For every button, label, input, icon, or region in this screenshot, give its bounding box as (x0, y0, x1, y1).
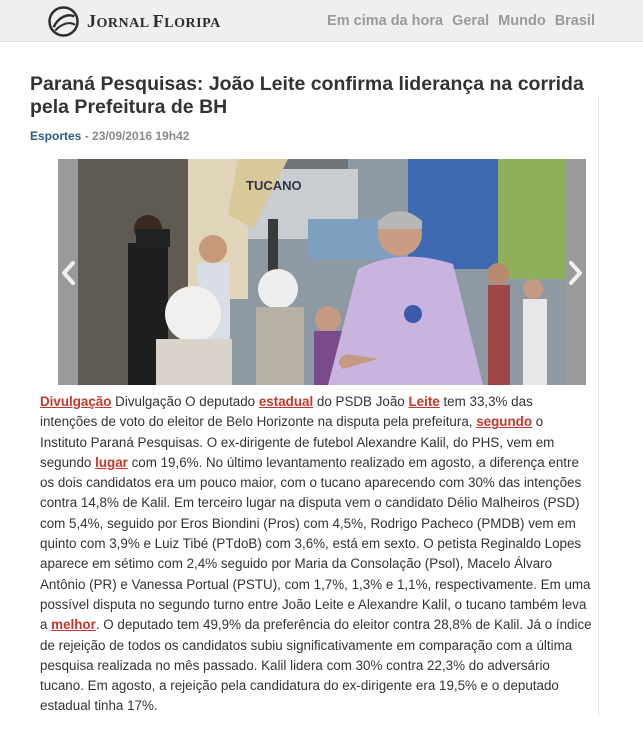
chevron-right-icon (562, 257, 586, 289)
logo-globe-icon (47, 5, 80, 38)
nav-mundo[interactable]: Mundo (498, 13, 546, 29)
body-text: tem 33,3% das intenções de voto do eleitor de Belo Horizonte na disputa pela prefeitura, (40, 394, 533, 430)
body-text: Divulgação O deputado (111, 394, 259, 409)
article-meta (30, 129, 189, 143)
keyword-link[interactable]: lugar (95, 454, 128, 470)
keyword-link[interactable]: melhor (51, 617, 96, 633)
keyword-link[interactable]: estadual (258, 394, 314, 409)
body-text: o Instituto Paraná Pesquisas. O ex-dirigente de futebol Alexandre Kalil, do PHS, vem em segundo (40, 414, 555, 470)
top-bar (0, 0, 643, 42)
article-title: Paraná Pesquisas: João Leite confirma liderança na corrida pela Prefeitura de BH (30, 73, 584, 118)
keyword-link[interactable]: Divulgação (40, 394, 112, 409)
article-photo (78, 159, 566, 385)
column-divider (598, 96, 599, 716)
nav-geral[interactable]: Geral (452, 13, 490, 29)
body-text: do PSDB João (313, 394, 409, 409)
banner-text: TUCANO (246, 178, 302, 193)
nav-brasil[interactable]: Brasil (554, 13, 595, 29)
keyword-link[interactable]: Leite (408, 394, 440, 409)
article-datetime: - 23/09/2016 19h42 (81, 129, 190, 143)
keyword-link[interactable]: segundo (476, 414, 533, 430)
section-link[interactable]: Esportes (30, 129, 82, 143)
article-body (40, 392, 592, 717)
site-logo[interactable] (47, 4, 221, 38)
main-nav (318, 13, 595, 29)
gallery-prev-button[interactable] (58, 257, 82, 289)
photo-gallery (58, 159, 586, 385)
chevron-left-icon (58, 257, 82, 289)
gallery-next-button[interactable] (562, 257, 586, 289)
nav-em-cima-da-hora[interactable]: Em cima da hora (327, 13, 444, 29)
site-name: JORNAL FLORIPA (87, 10, 221, 31)
body-text: . O deputado tem 49,9% da preferência do eleitor contra 28,8% de Kalil. Já o índice de rejeição de todos os candidatos subiu significativamente em comparação com a última pesquisa realizada no mês passado. Kalil lidera com 30% contra 22,3% do adversário tucano. Em agosto, a rejeição pela candidatura do ex-dirigente era 19,5% e o deputado estadual tinha 17%. (40, 617, 592, 714)
body-text: com 19,6%. No último levantamento realizado em agosto, a diferença entre os dois candidatos era um pouco maior, com o tucano aparecendo com 30% das intenções contra 14,8% de Kalil. Em terceiro lugar na disputa vem o candidato Délio Malheiros (PSD) com 5,4%, seguido por Eros Biondini (Pros) com 4,5%, Rodrigo Pacheco (PMDB) vem em quinto com 3,9% e Luiz Tibé (PTdoB) com 3,6%, está em sexto. O petista Reginaldo Lopes aparece em sétimo com 2,4% seguido por Maria da Consolação (Psol), Macelo Álvaro Antônio (PR) e Vanessa Portual (PSTU), com 1,7%, 1,3% e 1,1%, respectivamente. Em uma possível disputa no segundo turno entre João Leite e Alexandre Kalil, o tucano também leva a (40, 454, 591, 633)
